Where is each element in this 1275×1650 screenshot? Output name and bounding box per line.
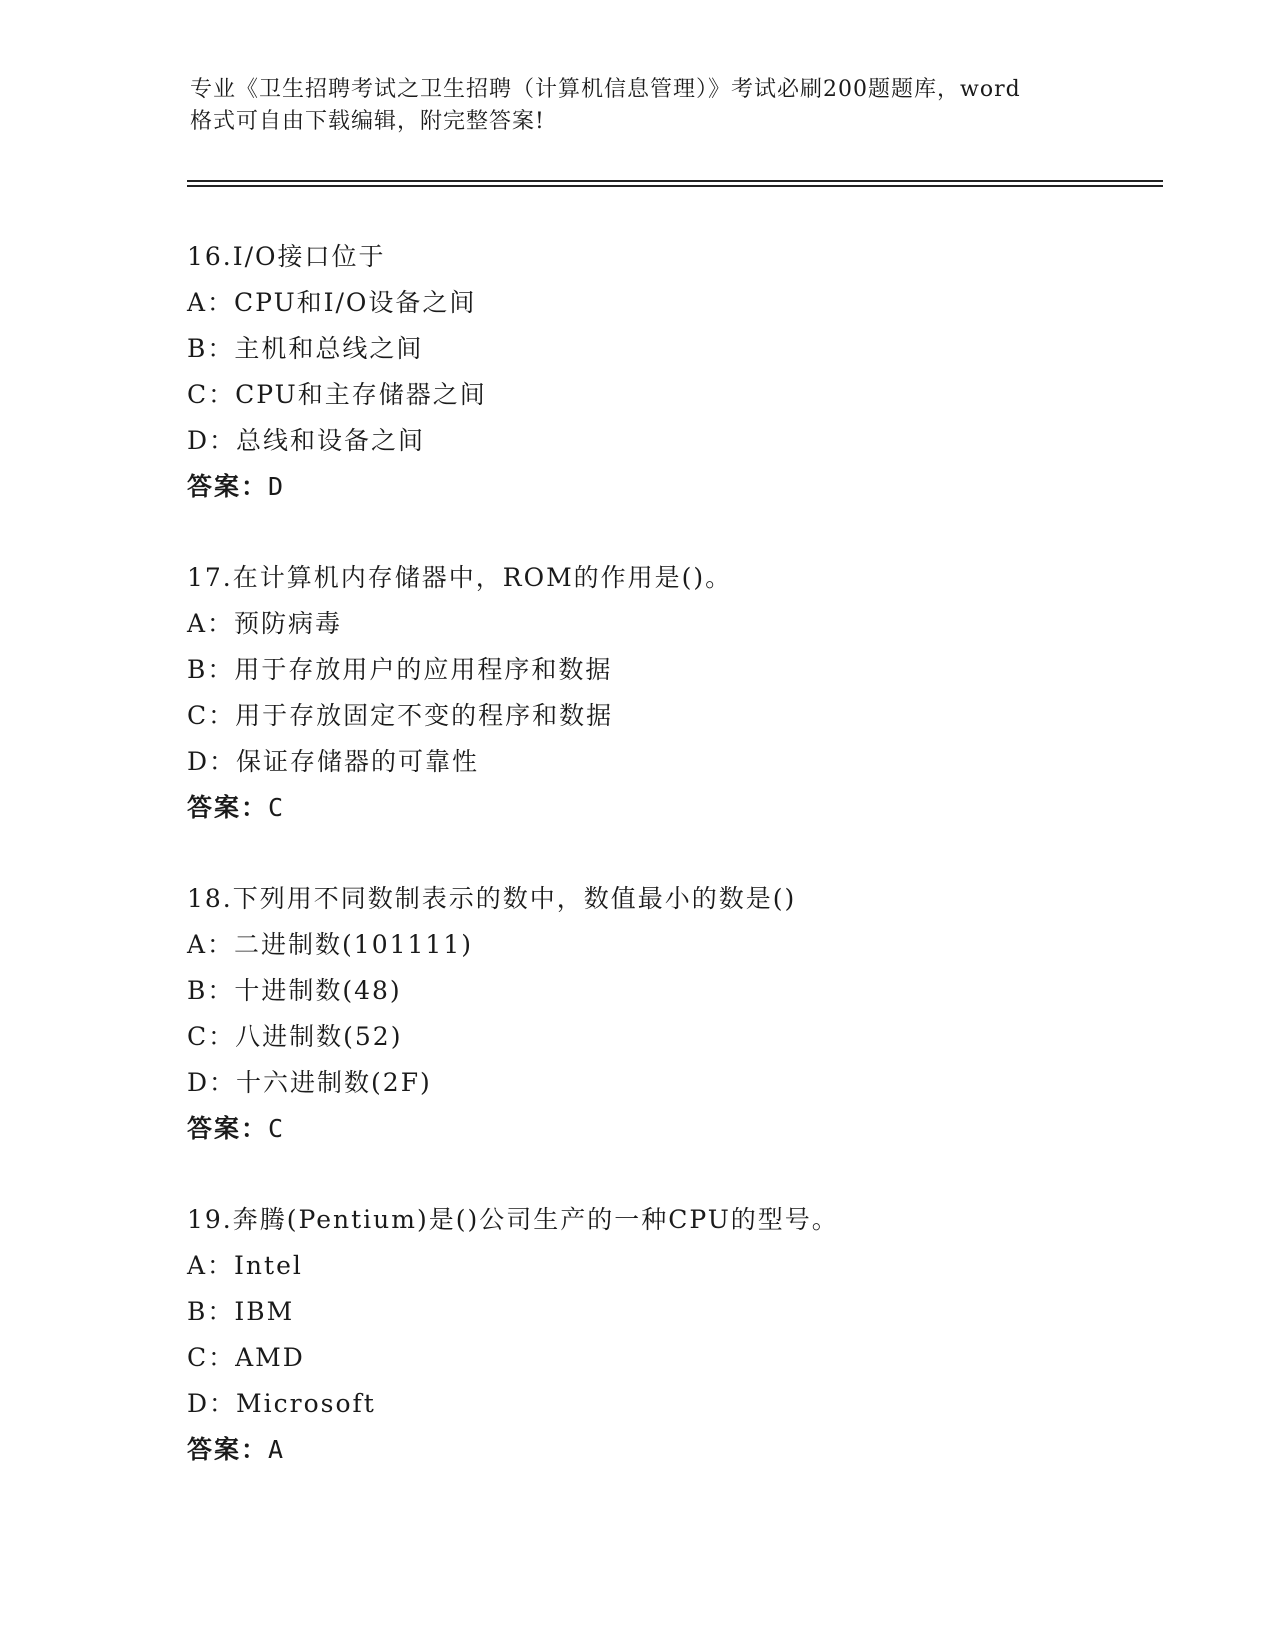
answer: [187, 1427, 1167, 1473]
option-c: C：CPU和主存储器之间: [187, 380, 487, 409]
question-stem: 18.下列用不同数制表示的数中，数值最小的数是(): [187, 884, 797, 913]
header-line-2: 格式可自由下载编辑，附完整答案!: [190, 109, 545, 134]
answer-label: 答案：: [187, 472, 269, 501]
question-16: [187, 234, 1167, 510]
question-stem: 17.在计算机内存储器中，ROM的作用是()。: [187, 563, 733, 592]
option-a: A：预防病毒: [187, 609, 343, 638]
option-c: C：用于存放固定不变的程序和数据: [187, 701, 614, 730]
answer-value: C: [268, 1114, 286, 1143]
option-a: A：Intel: [187, 1251, 303, 1280]
answer-value: A: [268, 1435, 286, 1464]
answer-value: C: [268, 793, 286, 822]
option-b: B：十进制数(48): [187, 976, 402, 1005]
document-header: [190, 74, 1110, 138]
option-d: D：Microsoft: [187, 1389, 376, 1418]
option-c: C：八进制数(52): [187, 1022, 403, 1051]
answer-value: D: [268, 472, 286, 501]
option-d: D：保证存储器的可靠性: [187, 747, 480, 776]
header-divider-top: [187, 180, 1163, 182]
option-b: B：主机和总线之间: [187, 334, 424, 363]
option-d: D：十六进制数(2F): [187, 1068, 432, 1097]
question-stem: 19.奔腾(Pentium)是()公司生产的一种CPU的型号。: [187, 1205, 839, 1234]
answer: [187, 1106, 1167, 1152]
answer-label: 答案：: [187, 793, 269, 822]
answer: [187, 464, 1167, 510]
header-divider-bottom: [187, 185, 1163, 187]
option-a: A：二进制数(101111): [187, 930, 473, 959]
header-line-1: 专业《卫生招聘考试之卫生招聘（计算机信息管理）》考试必刷200题题库，word: [190, 77, 1021, 102]
option-d: D：总线和设备之间: [187, 426, 426, 455]
option-a: A：CPU和I/O设备之间: [187, 288, 477, 317]
option-b: B：IBM: [187, 1297, 295, 1326]
question-18: [187, 876, 1167, 1152]
question-stem: 16.I/O接口位于: [187, 242, 386, 271]
option-c: C：AMD: [187, 1343, 305, 1372]
answer-label: 答案：: [187, 1114, 269, 1143]
answer-label: 答案：: [187, 1435, 269, 1464]
option-b: B：用于存放用户的应用程序和数据: [187, 655, 613, 684]
question-19: [187, 1197, 1167, 1473]
answer: [187, 785, 1167, 831]
question-17: [187, 555, 1167, 831]
